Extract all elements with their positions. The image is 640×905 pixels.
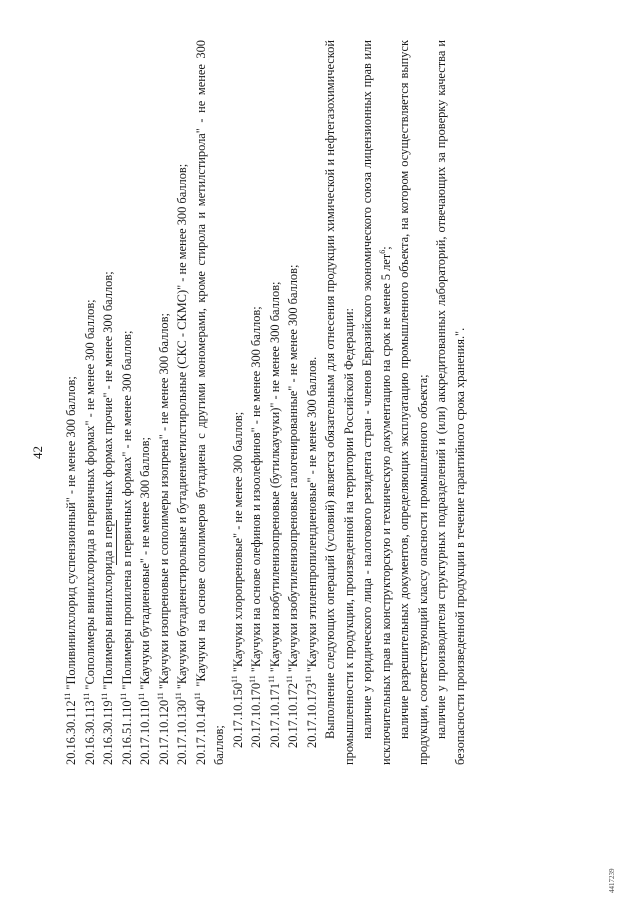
- product-code: 20.17.10.150: [230, 682, 245, 748]
- product-code-superscript: 11: [266, 675, 276, 683]
- product-code-superscript: 11: [192, 692, 202, 700]
- condition-permits-paragraph: наличие разрешительных документов, определяющих эксплуатацию промышленного объекта, на котором осуществляется выпуск продукции, соответствующий классу опасности промышленного объекта;: [397, 40, 430, 765]
- product-code-superscript: 11: [248, 675, 257, 683]
- product-code: 20.17.10.110: [138, 700, 152, 765]
- footnote-marker: 6: [377, 249, 387, 254]
- product-code-item: [266, 40, 285, 765]
- product-code-item: [192, 40, 229, 765]
- product-code-superscript: 11: [229, 675, 239, 683]
- product-code-superscript: 11: [137, 692, 146, 701]
- product-code-item: [118, 40, 137, 765]
- product-code-list: [62, 40, 321, 765]
- product-code: 20.17.10.170: [249, 682, 263, 748]
- condition-license-end: ;: [378, 246, 393, 250]
- product-description: "Каучуки изобутиленизопреновые (бутилкаучуки)" - не менее 300 баллов;: [267, 281, 282, 676]
- product-description: "Каучуки хлоропреновые" - не менее 300 баллов;: [230, 411, 245, 676]
- product-code-superscript: 11: [155, 692, 165, 700]
- document-code: 4417239: [608, 868, 616, 893]
- product-code: 20.17.10.130: [175, 699, 189, 765]
- product-description: "Сополимеры винилхлорида в первичных формах" - не менее 300 баллов;: [82, 299, 97, 693]
- product-description: "Каучуки этиленпропилендиеновые" - не менее 300 баллов.: [304, 356, 319, 676]
- condition-laboratory-paragraph: наличие у производителя структурных подразделений и (или) аккредитованных лабораторий, отвечающих за проверку качества и безопасности произведенной продукции в течение гарантийного срока хранения.".: [434, 40, 467, 765]
- product-code-superscript: 11: [174, 692, 183, 700]
- product-code-item: [155, 40, 174, 765]
- product-code: 20.17.10.173: [304, 682, 319, 748]
- product-code-superscript: 11: [303, 675, 313, 683]
- product-code: 20.16.30.113: [82, 700, 97, 765]
- page-number: 42: [30, 446, 45, 459]
- product-description: "Каучуки изопреновые и сополимеры изопрена" - не менее 300 баллов;: [156, 313, 171, 693]
- product-code-superscript: 11: [118, 692, 128, 701]
- product-code-item: [81, 40, 100, 765]
- product-description: "Каучуки на основе сополимеров бутадиена с другими мономерами, кроме стирола и метилстирола" - не менее 300 баллов;: [193, 40, 226, 765]
- product-description: "Полимеры винилхлорида в первичных формах прочие" - не менее 300 баллов;: [101, 271, 115, 693]
- product-code-item: [99, 40, 118, 765]
- product-code-item: [229, 40, 248, 765]
- product-code-item: [247, 40, 266, 765]
- product-description: "Каучуки бутадиенстирольные и бутадиенметилстирольные (СКС - СКМС)" - не менее 300 баллов;: [175, 163, 189, 693]
- product-code: 20.17.10.120: [156, 699, 171, 765]
- product-code-item: [303, 40, 322, 765]
- product-description: "Каучуки на основе олефинов и изоолефинов" - не менее 300 баллов;: [249, 306, 263, 676]
- product-code-superscript: 11: [63, 692, 72, 701]
- product-code: 20.16.30.119: [101, 700, 115, 765]
- product-code-item: [136, 40, 155, 765]
- product-code: 20.16.51.110: [119, 700, 134, 765]
- product-description: "Каучуки бутадиеновые" - не менее 300 баллов;: [138, 437, 152, 693]
- product-code: 20.17.10.171: [267, 682, 282, 748]
- product-code: 20.17.10.140: [193, 699, 208, 765]
- product-code-item: [62, 40, 81, 765]
- condition-license-text: наличие у юридического лица - налогового резидента стран - членов Евразийского экономического союза лицензионных прав или исключительных прав на конструкторскую и техническую документацию на срок не менее 5 лет: [360, 40, 393, 765]
- condition-license-paragraph: [358, 40, 395, 765]
- product-code: 20.16.30.112: [64, 700, 78, 765]
- intro-paragraph: Выполнение следующих операций (условий) является обязательным для отнесения продукции химической и нефтегазохимической промышленности к продукции, произведенной на территории Российской Федерации:: [323, 40, 356, 765]
- product-description: "Поливинилхлорид суспензионный" - не менее 300 баллов;: [64, 376, 78, 693]
- product-code-item: [173, 40, 192, 765]
- document-body: [62, 40, 469, 765]
- product-code: 20.17.10.172: [286, 682, 300, 748]
- product-description: "Каучуки изобутиленизопреновые галогенированные" - не менее 300 баллов;: [286, 264, 300, 676]
- product-description: "Полимеры пропилена в первичных формах" - не менее 300 баллов;: [119, 330, 134, 693]
- product-code-superscript: 11: [100, 692, 109, 701]
- product-code-superscript: 11: [81, 692, 91, 701]
- product-code-superscript: 11: [285, 675, 294, 683]
- product-code-item: [284, 40, 303, 765]
